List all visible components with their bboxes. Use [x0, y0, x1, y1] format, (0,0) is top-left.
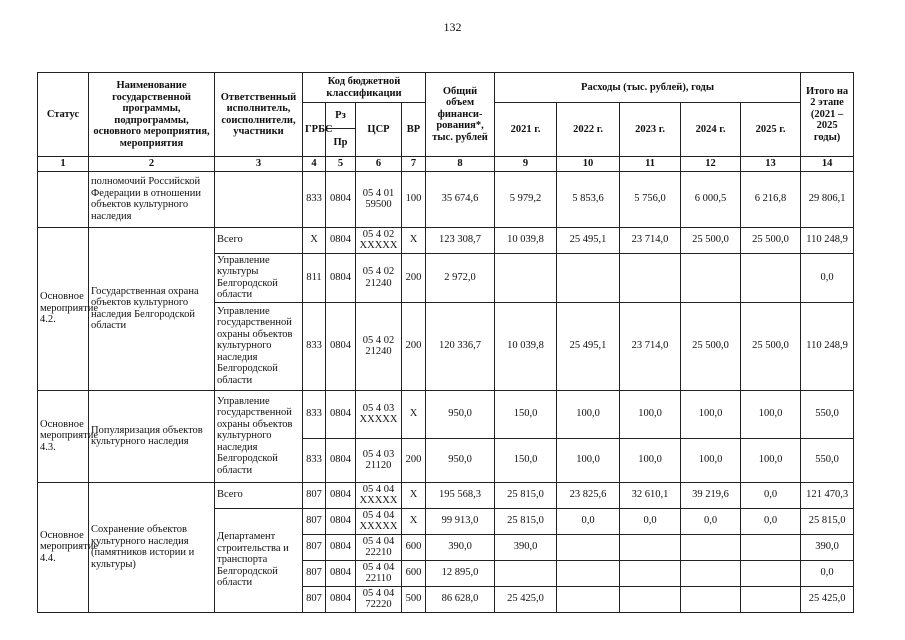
rz-cell: 0804: [326, 302, 356, 390]
y2022-cell: 5 853,6: [557, 171, 620, 227]
y2025-cell: [741, 253, 801, 302]
csr-cell: 05 4 02 ХХХХХ: [356, 227, 402, 253]
col-number: 7: [402, 157, 426, 172]
y2024-cell: [681, 534, 741, 560]
csr-cell: 05 4 04 22210: [356, 534, 402, 560]
col-number: 11: [620, 157, 681, 172]
csr-cell: 05 4 03 ХХХХХ: [356, 390, 402, 438]
y2022-cell: 23 825,6: [557, 482, 620, 508]
y2022-cell: [557, 253, 620, 302]
page-number: 132: [443, 20, 462, 34]
vr-cell: 200: [402, 438, 426, 482]
name-cell: полномочий Российской Федерации в отношении объектов культурного наследия: [89, 171, 215, 227]
col-number: 14: [801, 157, 854, 172]
csr-cell: 05 4 02 21240: [356, 253, 402, 302]
vr-cell: 200: [402, 302, 426, 390]
y2022-cell: 0,0: [557, 508, 620, 534]
col-number: 3: [215, 157, 303, 172]
rz-cell: 0804: [326, 390, 356, 438]
header-responsible: Ответственный исполнитель, соисполнители, участники: [215, 73, 303, 157]
header-year-2025: 2025 г.: [741, 103, 801, 157]
y2024-cell: 100,0: [681, 390, 741, 438]
y2025-cell: [741, 534, 801, 560]
grbs-cell: 833: [303, 390, 326, 438]
y2022-cell: 25 495,1: [557, 302, 620, 390]
status-cell: [38, 171, 89, 227]
vr-cell: 600: [402, 560, 426, 586]
total-cell: 86 628,0: [426, 586, 495, 612]
rz-cell: 0804: [326, 227, 356, 253]
y2023-cell: 0,0: [620, 508, 681, 534]
y2021-cell: 25 815,0: [495, 508, 557, 534]
grbs-cell: 811: [303, 253, 326, 302]
y2024-cell: [681, 253, 741, 302]
sum-cell: 25 425,0: [801, 586, 854, 612]
total-cell: 950,0: [426, 438, 495, 482]
y2023-cell: 23 714,0: [620, 227, 681, 253]
rz-cell: 0804: [326, 586, 356, 612]
header-csr: ЦСР: [356, 103, 402, 157]
sum-cell: 25 815,0: [801, 508, 854, 534]
total-cell: 950,0: [426, 390, 495, 438]
grbs-cell: 807: [303, 560, 326, 586]
y2021-cell: [495, 253, 557, 302]
y2025-cell: 6 216,8: [741, 171, 801, 227]
y2024-cell: [681, 586, 741, 612]
y2022-cell: 100,0: [557, 390, 620, 438]
status-cell: Основное мероприятие 4.4.: [38, 482, 89, 612]
grbs-cell: 807: [303, 482, 326, 508]
name-cell: Сохранение объектов культурного наследия (памятников истории и культуры): [89, 482, 215, 612]
csr-cell: 05 4 04 72220: [356, 586, 402, 612]
y2021-cell: 390,0: [495, 534, 557, 560]
header-year-2023: 2023 г.: [620, 103, 681, 157]
y2024-cell: [681, 560, 741, 586]
col-number: 9: [495, 157, 557, 172]
y2023-cell: [620, 253, 681, 302]
header-total-stage: Итого на 2 этапе (2021 – 2025 годы): [801, 73, 854, 157]
column-numbers-row: [38, 157, 854, 172]
col-number: 12: [681, 157, 741, 172]
y2025-cell: [741, 586, 801, 612]
total-cell: 195 568,3: [426, 482, 495, 508]
responsible-cell: Департамент строительства и транспорта Белгородской области: [215, 508, 303, 612]
table-row: [38, 227, 854, 253]
y2023-cell: [620, 534, 681, 560]
csr-cell: 05 4 02 21240: [356, 302, 402, 390]
y2023-cell: 100,0: [620, 390, 681, 438]
grbs-cell: 807: [303, 586, 326, 612]
budget-table: [37, 72, 854, 613]
col-number: 1: [38, 157, 89, 172]
header-total-volume: Общий объем финанси-рования*, тыс. рублей: [426, 73, 495, 157]
header-year-2022: 2022 г.: [557, 103, 620, 157]
rz-cell: 0804: [326, 253, 356, 302]
vr-cell: Х: [402, 390, 426, 438]
total-cell: 390,0: [426, 534, 495, 560]
header-year-2021: 2021 г.: [495, 103, 557, 157]
y2023-cell: [620, 586, 681, 612]
y2025-cell: 25 500,0: [741, 302, 801, 390]
header-year-2024: 2024 г.: [681, 103, 741, 157]
y2025-cell: 0,0: [741, 508, 801, 534]
col-number: 2: [89, 157, 215, 172]
col-number: 13: [741, 157, 801, 172]
y2022-cell: 25 495,1: [557, 227, 620, 253]
grbs-cell: Х: [303, 227, 326, 253]
y2023-cell: 23 714,0: [620, 302, 681, 390]
sum-cell: 121 470,3: [801, 482, 854, 508]
y2024-cell: 0,0: [681, 508, 741, 534]
total-cell: 123 308,7: [426, 227, 495, 253]
y2021-cell: 10 039,8: [495, 227, 557, 253]
y2022-cell: [557, 586, 620, 612]
total-cell: 120 336,7: [426, 302, 495, 390]
y2023-cell: 32 610,1: [620, 482, 681, 508]
responsible-cell: Всего: [215, 227, 303, 253]
total-cell: 2 972,0: [426, 253, 495, 302]
y2021-cell: 25 425,0: [495, 586, 557, 612]
y2024-cell: 39 219,6: [681, 482, 741, 508]
sum-cell: 0,0: [801, 253, 854, 302]
y2022-cell: [557, 560, 620, 586]
y2023-cell: 5 756,0: [620, 171, 681, 227]
vr-cell: Х: [402, 508, 426, 534]
sum-cell: 110 248,9: [801, 227, 854, 253]
total-cell: 35 674,6: [426, 171, 495, 227]
name-cell: Государственная охрана объектов культурного наследия Белгородской области: [89, 227, 215, 390]
csr-cell: 05 4 04 ХХХХХ: [356, 482, 402, 508]
table-row: [38, 390, 854, 438]
rz-cell: 0804: [326, 171, 356, 227]
y2025-cell: 0,0: [741, 482, 801, 508]
y2021-cell: 25 815,0: [495, 482, 557, 508]
vr-cell: 500: [402, 586, 426, 612]
y2021-cell: 5 979,2: [495, 171, 557, 227]
responsible-cell: Управление государственной охраны объектов культурного наследия Белгородской области: [215, 390, 303, 482]
responsible-cell: Управление государственной охраны объектов культурного наследия Белгородской области: [215, 302, 303, 390]
grbs-cell: 807: [303, 534, 326, 560]
rz-cell: 0804: [326, 482, 356, 508]
col-number: 4: [303, 157, 326, 172]
rz-cell: 0804: [326, 438, 356, 482]
sum-cell: 550,0: [801, 390, 854, 438]
col-number: 10: [557, 157, 620, 172]
y2021-cell: 150,0: [495, 438, 557, 482]
name-cell: Популяризация объектов культурного наследия: [89, 390, 215, 482]
csr-cell: 05 4 04 ХХХХХ: [356, 508, 402, 534]
y2021-cell: [495, 560, 557, 586]
vr-cell: 600: [402, 534, 426, 560]
y2022-cell: [557, 534, 620, 560]
y2024-cell: 25 500,0: [681, 227, 741, 253]
y2021-cell: 150,0: [495, 390, 557, 438]
col-number: 8: [426, 157, 495, 172]
col-number: 6: [356, 157, 402, 172]
col-number: 5: [326, 157, 356, 172]
header-expenses: Расходы (тыс. рублей), годы: [495, 73, 801, 103]
csr-cell: 05 4 04 22110: [356, 560, 402, 586]
sum-cell: 29 806,1: [801, 171, 854, 227]
responsible-cell: Всего: [215, 482, 303, 508]
sum-cell: 390,0: [801, 534, 854, 560]
status-cell: Основное мероприятие 4.2.: [38, 227, 89, 390]
y2025-cell: 100,0: [741, 438, 801, 482]
rz-cell: 0804: [326, 534, 356, 560]
y2023-cell: 100,0: [620, 438, 681, 482]
header-grbs: ГРБС: [303, 103, 326, 157]
sum-cell: 110 248,9: [801, 302, 854, 390]
grbs-cell: 833: [303, 171, 326, 227]
total-cell: 99 913,0: [426, 508, 495, 534]
total-cell: 12 895,0: [426, 560, 495, 586]
y2025-cell: [741, 560, 801, 586]
vr-cell: 200: [402, 253, 426, 302]
y2025-cell: 100,0: [741, 390, 801, 438]
table-row: [38, 171, 854, 227]
rz-cell: 0804: [326, 560, 356, 586]
grbs-cell: 833: [303, 438, 326, 482]
y2024-cell: 100,0: [681, 438, 741, 482]
y2023-cell: [620, 560, 681, 586]
sum-cell: 0,0: [801, 560, 854, 586]
header-pr: Пр: [326, 129, 356, 157]
y2022-cell: 100,0: [557, 438, 620, 482]
grbs-cell: 833: [303, 302, 326, 390]
status-cell: Основное мероприятие 4.3.: [38, 390, 89, 482]
grbs-cell: 807: [303, 508, 326, 534]
vr-cell: Х: [402, 482, 426, 508]
sum-cell: 550,0: [801, 438, 854, 482]
header-status: Статус: [38, 73, 89, 157]
csr-cell: 05 4 01 59500: [356, 171, 402, 227]
y2021-cell: 10 039,8: [495, 302, 557, 390]
header-budget-code: Код бюджетной классификации: [303, 73, 426, 103]
vr-cell: Х: [402, 227, 426, 253]
header-name: Наименование государственной программы, подпрограммы, основного мероприятия, мероприятия: [89, 73, 215, 157]
y2024-cell: 6 000,5: [681, 171, 741, 227]
y2025-cell: 25 500,0: [741, 227, 801, 253]
header-rz: Рз: [326, 103, 356, 129]
csr-cell: 05 4 03 21120: [356, 438, 402, 482]
y2024-cell: 25 500,0: [681, 302, 741, 390]
vr-cell: 100: [402, 171, 426, 227]
table-row: [38, 482, 854, 508]
responsible-cell: [215, 171, 303, 227]
rz-cell: 0804: [326, 508, 356, 534]
header-vr: ВР: [402, 103, 426, 157]
responsible-cell: Управление культуры Белгородской области: [215, 253, 303, 302]
